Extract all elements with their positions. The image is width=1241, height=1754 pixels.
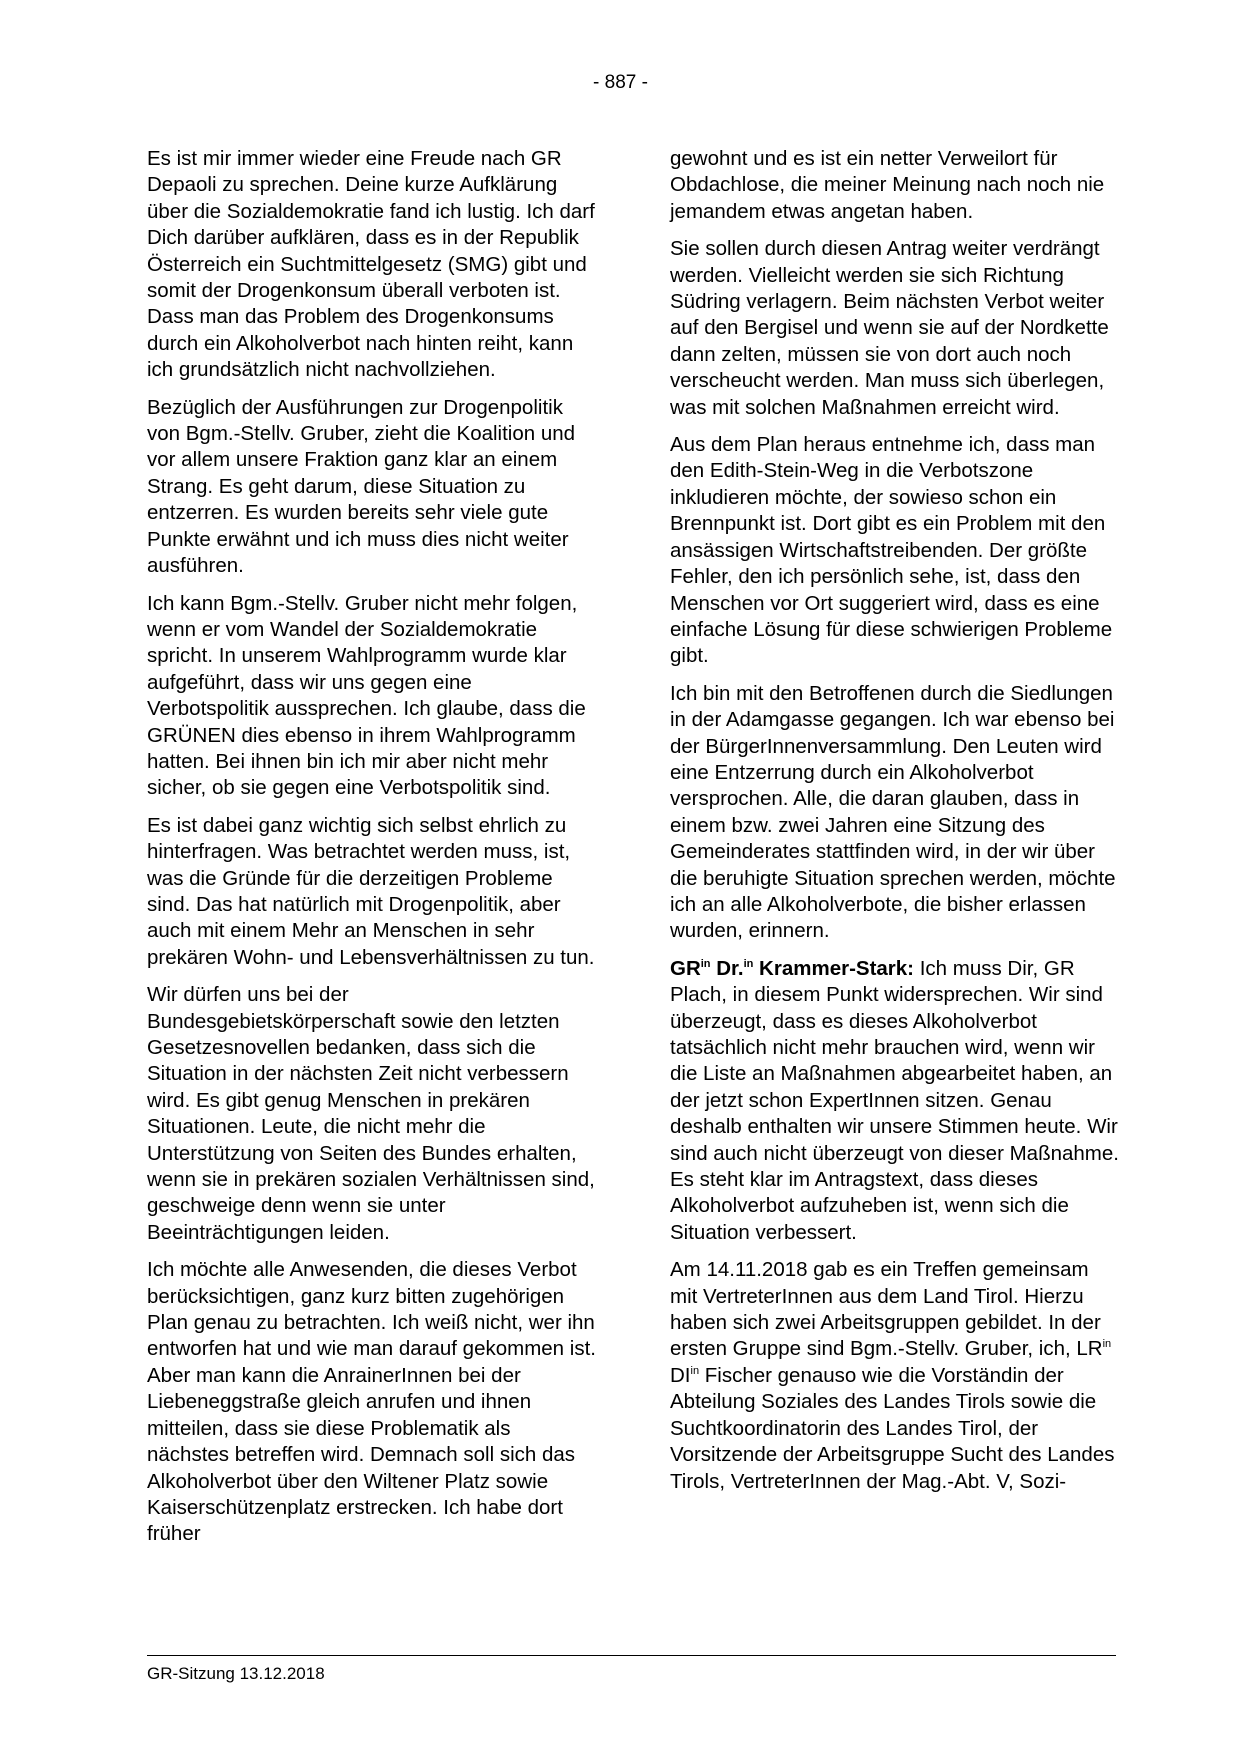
right-paragraph: Am 14.11.2018 gab es ein Treffen gemeinsam mit VertreterInnen aus dem Land Tirol. Hierzu haben sich zwei Arbeitsgruppen gebildet. In der ersten Gruppe sind Bgm.-Stellv. Gruber, ich, $LR^{in}$ $DI^{in}$ Fischer genauso wie die Vorständin der Abteilung Soziales des Landes Tirols sowie die Suchtkoordinatorin des Landes Tirol, der Vorsitzende der Arbeitsgruppe Sucht des Landes Tirols, VertreterInnen der Mag.-Abt. V, Sozi- [670,1258,1115,1493]
speaker-paragraph [670,956,1120,1246]
left-paragraph: Wir dürfen uns bei der Bundesgebietskörperschaft sowie den letzten Gesetzesnovellen bedanken, dass sich die Situation in der nächsten Zeit nicht verbessern wird. Es gibt genug Menschen in prekären Situationen. Leute, die nicht mehr die Unterstützung von Seiten des Bundes erhalten, wenn sie in prekären sozialen Verhältnissen sind, geschweige denn wenn sie unter Beeinträchtigungen leiden. [147,983,595,1244]
speaker-name: $GR^{in}$ Dr.$^{in}$ Krammer-Stark: [670,956,915,980]
left-paragraph: Bezüglich der Ausführungen zur Drogenpolitik von Bgm.-Stellv. Gruber, zieht die Koalition und vor allem unsere Fraktion ganz klar an einem Strang. Es geht darum, diese Situation zu entzerren. Es wurden bereits sehr viele gute Punkte erwähnt und ich muss dies nicht weiter ausführen. [147,395,576,578]
right-column [670,146,1120,1506]
right-paragraph: Ich bin mit den Betroffenen durch die Siedlungen in der Adamgasse gegangen. Ich war ebenso bei der BürgerInnenversammlung. Den Leuten wird eine Entzerrung durch ein Alkoholverbot versprochen. Alle, die daran glauben, dass in einem bzw. zwei Jahren eine Sitzung des Gemeinderates stattfinden wird, in der wir über die beruhigte Situation sprechen werden, möchte ich an alle Alkoholverbote, die bisher erlassen wurden, erinnern. [670,681,1116,943]
footer-divider [147,1655,1116,1656]
left-paragraph: Es ist dabei ganz wichtig sich selbst ehrlich zu hinterfragen. Was betrachtet werden muss, ist, was die Gründe für die derzeitigen Probleme sind. Das hat natürlich mit Drogenpolitik, aber auch mit einem Mehr an Menschen in sehr prekären Wohn- und Lebensverhältnissen zu tun. [147,813,595,969]
right-paragraph: gewohnt und es ist ein netter Verweilort für Obdachlose, die meiner Meinung nach noch nie jemandem etwas angetan haben. [670,147,1105,223]
right-paragraph: Aus dem Plan heraus entnehme ich, dass man den Edith-Stein-Weg in die Verbotszone inkludieren möchte, der sowieso schon ein Brennpunkt ist. Dort gibt es ein Problem mit den ansässigen Wirtschaftstreibenden. Der größte Fehler, den ich persönlich sehe, ist, dass den Menschen vor Ort suggeriert wird, dass es eine einfache Lösung für diese schwierigen Probleme gibt. [670,433,1113,668]
right-paragraph: Sie sollen durch diesen Antrag weiter verdrängt werden. Vielleicht werden sie sich Richtung Südring verlagern. Beim nächsten Verbot weiter auf den Bergisel und wenn sie auf der Nordkette dann zelten, müssen sie von dort auch noch verscheucht werden. Man muss sich überlegen, was mit solchen Maßnahmen erreicht wird. [670,237,1109,419]
left-column [147,146,597,1559]
page-number: - 887 - [593,72,648,93]
left-paragraph: Ich kann Bgm.-Stellv. Gruber nicht mehr folgen, wenn er vom Wandel der Sozialdemokratie spricht. In unserem Wahlprogramm wurde klar aufgeführt, dass wir uns gegen eine Verbotspolitik aussprechen. Ich glaube, dass die GRÜNEN dies ebenso in ihrem Wahlprogramm hatten. Bei ihnen bin ich mir aber nicht mehr sicher, ob sie gegen eine Verbotspolitik sind. [147,591,586,800]
footer-session-date: GR-Sitzung 13.12.2018 [147,1664,325,1683]
left-paragraph: Ich möchte alle Anwesenden, die dieses Verbot berücksichtigen, ganz kurz bitten zugehörigen Plan genau zu betrachten. Ich weiß nicht, wer ihn entworfen hat und wie man darauf gekommen ist. Aber man kann die AnrainerInnen bei der Liebeneggstraße gleich anrufen und ihnen mitteilen, dass sie diese Problematik als nächstes betreffen wird. Demnach soll sich das Alkoholverbot über den Wiltener Platz sowie Kaiserschützenplatz erstrecken. Ich habe dort früher [147,1258,596,1546]
left-paragraph: Es ist mir immer wieder eine Freude nach GR Depaoli zu sprechen. Deine kurze Aufklärung über die Sozialdemokratie fand ich lustig. Ich darf Dich darüber aufklären, dass es in der Republik Österreich ein Suchtmittelgesetz (SMG) gibt und somit der Drogenkonsum überall verboten ist. Dass man das Problem des Drogenkonsums durch ein Alkoholverbot nach hinten reiht, kann ich grundsätzlich nicht nachvollziehen. [147,147,595,382]
speaker-text: Ich muss Dir, GR Plach, in diesem Punkt widersprechen. Wir sind überzeugt, dass es dieses Alkoholverbot tatsächlich nicht mehr brauchen wird, wenn wir die Liste an Maßnahmen abgearbeitet haben, an der jetzt schon ExpertInnen sitzen. Genau deshalb enthalten wir unsere Stimmen heute. Wir sind auch nicht überzeugt von dieser Maßnahme. Es steht klar im Antragstext, dass dieses Alkoholverbot aufzuheben ist, wenn sich die Situation verbessert. [670,956,1119,1244]
